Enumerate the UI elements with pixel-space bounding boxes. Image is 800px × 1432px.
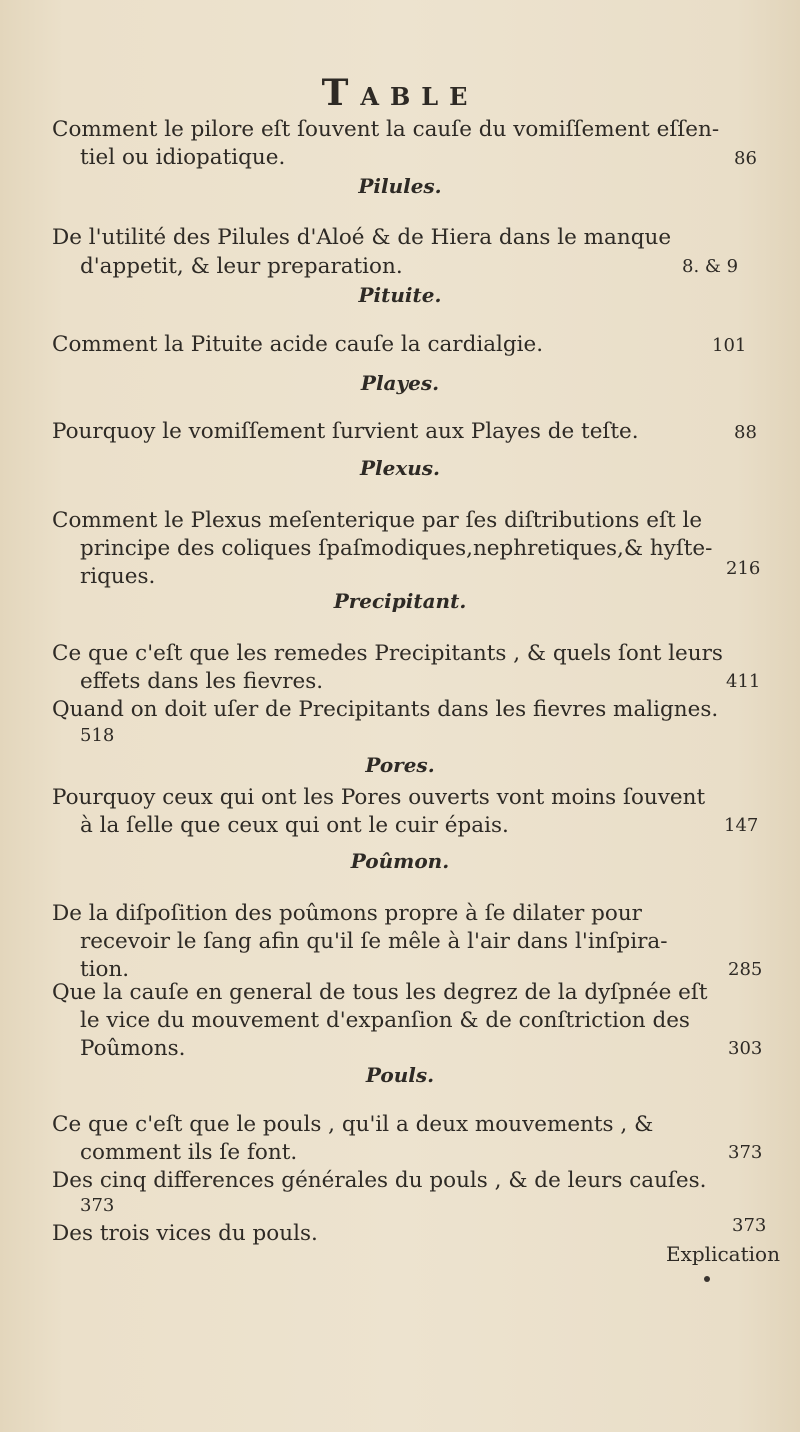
- ink-spot: [704, 1276, 710, 1282]
- entry-line: Comment le Plexus meſenterique par ſes diſtributions eſt le: [52, 508, 703, 533]
- entry-line: Pourquoy le vomiſſement ſurvient aux Playes de teſte.: [52, 419, 639, 444]
- page-header: [0, 72, 800, 114]
- section-heading: Pores.: [365, 753, 435, 777]
- section-heading: Plexus.: [359, 456, 441, 480]
- entry-line: principe des coliques ſpaſmodiques,nephretiques,& hyſte-: [80, 536, 713, 561]
- entry-line: De l'utilité des Pilules d'Aloé & de Hiera dans le manque: [52, 225, 672, 250]
- page-number: 147: [724, 815, 759, 836]
- entry-line: effets dans les fievres.: [80, 669, 324, 694]
- catchword: Explication: [666, 1242, 780, 1266]
- page-number: 411: [726, 671, 761, 692]
- entry-line: Quand on doit uſer de Precipitants dans les fievres malignes.: [52, 697, 719, 722]
- entry-line: comment ils ſe font.: [80, 1140, 298, 1165]
- entry-line: Ce que c'eſt que les remedes Precipitants , & quels ſont leurs: [52, 641, 723, 666]
- header-rest: ABLE: [360, 82, 479, 111]
- page-number: 518: [80, 725, 115, 746]
- section-heading: Pouls.: [365, 1063, 435, 1087]
- entry-line: Des trois vices du pouls.: [52, 1221, 318, 1246]
- entry-line: le vice du mouvement d'expanſion & de conſtriction des: [80, 1008, 690, 1033]
- page-number: 373: [80, 1195, 115, 1216]
- page-number: 303: [728, 1038, 763, 1059]
- entry-line: d'appetit, & leur preparation.: [80, 254, 403, 279]
- page-number: 8. & 9: [682, 256, 739, 277]
- page-number: 285: [728, 959, 763, 980]
- entry-line: recevoir le ſang afin qu'il ſe mêle à l'air dans l'inſpira-: [80, 929, 668, 954]
- entry-line: Ce que c'eſt que le pouls , qu'il a deux mouvements , &: [52, 1112, 654, 1137]
- entry-line: Pourquoy ceux qui ont les Pores ouverts vont moins ſouvent: [52, 785, 706, 810]
- section-heading: Playes.: [360, 371, 440, 395]
- page-number: 216: [726, 558, 761, 579]
- section-heading: Pituite.: [358, 283, 442, 307]
- section-heading: Pilules.: [358, 174, 442, 198]
- section-heading: Precipitant.: [333, 589, 467, 613]
- header-initial: T: [321, 72, 361, 114]
- page-number: 86: [734, 148, 757, 169]
- entry-line: à la ſelle que ceux qui ont le cuir épais.: [80, 813, 509, 838]
- entry-line: De la diſpoſition des poûmons propre à ſe dilater pour: [52, 901, 642, 926]
- entry-line: tion.: [80, 957, 130, 982]
- page-number: 373: [728, 1142, 763, 1163]
- entry-line: Comment la Pituite acide cauſe la cardialgie.: [52, 332, 544, 357]
- section-heading: Poûmon.: [350, 849, 450, 873]
- page-number: 88: [734, 422, 757, 443]
- entry-line: riques.: [80, 564, 156, 589]
- entry-line: Poûmons.: [80, 1036, 186, 1061]
- entry-line: Des cinq differences générales du pouls , & de leurs cauſes.: [52, 1168, 707, 1193]
- entry-line: Comment le pilore eſt ſouvent la cauſe du vomiſſement eſſen-: [52, 117, 720, 142]
- page-number: 101: [712, 335, 747, 356]
- page-number: 373: [732, 1215, 767, 1236]
- entry-line: Que la cauſe en general de tous les degrez de la dyſpnée eſt: [52, 980, 708, 1005]
- entry-line: tiel ou idiopatique.: [80, 145, 286, 170]
